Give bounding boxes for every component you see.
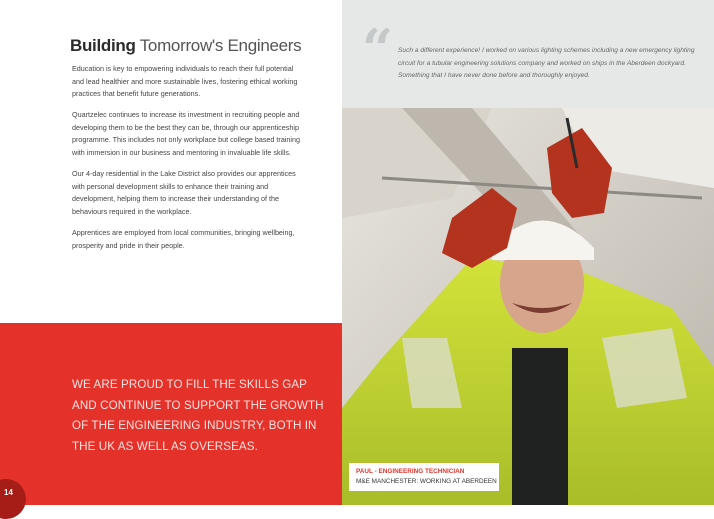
testimonial-text: Such a different experience! I worked on various lighting schemes including a new emergency lighting circuit for a tubular engineering solutions company and worked on ships in the Aberdeen dockyard. Something that I have never done before and thoroughly enjoyed. [398, 47, 695, 80]
testimonial-box [342, 0, 714, 108]
body-text [72, 63, 304, 261]
technician-photo [342, 108, 714, 505]
paragraph-1: Education is key to empowering individuals to reach their full potential and lead healthier and more sustainable lives, fostering ethical working practices that benefit future generations. [72, 64, 298, 99]
highlight-panel [0, 323, 342, 505]
caption-role: M&E MANCHESTER: WORKING AT ABERDEEN [356, 478, 497, 485]
shirt [512, 348, 568, 505]
technician-illustration [342, 108, 714, 505]
highlight-statement: WE ARE PROUD TO FILL THE SKILLS GAP AND CONTINUE TO SUPPORT THE GROWTH OF THE ENGINEERING INDUSTRY, BOTH IN THE UK AS WELL AS OVERSEAS. [72, 378, 324, 453]
title-light: Tomorrow's Engineers [135, 36, 302, 55]
title-bold: Building [70, 36, 136, 55]
paragraph-2: Quartzelec continues to increase its investment in recruiting people and developing them to be the best they can be, through our apprenticeship programme. This includes not only workplace but college based training with immersion in our business and mentoring in invaluable life skills. [72, 110, 300, 158]
page-number-badge [0, 479, 26, 519]
paragraph-4: Apprentices are employed from local communities, bringing wellbeing, prosperity and pride in their people. [72, 228, 295, 250]
paragraph-3: Our 4-day residential in the Lake District also provides our apprentices with personal development skills to enhance their training and development, helping them to increase their understanding of the behaviours required in the workplace. [72, 169, 296, 216]
left-column [0, 0, 342, 505]
reflective-stripe-right [602, 328, 687, 408]
quote-mark-icon: “ [362, 17, 394, 81]
photo-caption [349, 463, 499, 491]
page-title [70, 36, 301, 56]
page-number: 14 [4, 488, 13, 497]
caption-name: PAUL - ENGINEERING TECHNICIAN [356, 468, 465, 475]
